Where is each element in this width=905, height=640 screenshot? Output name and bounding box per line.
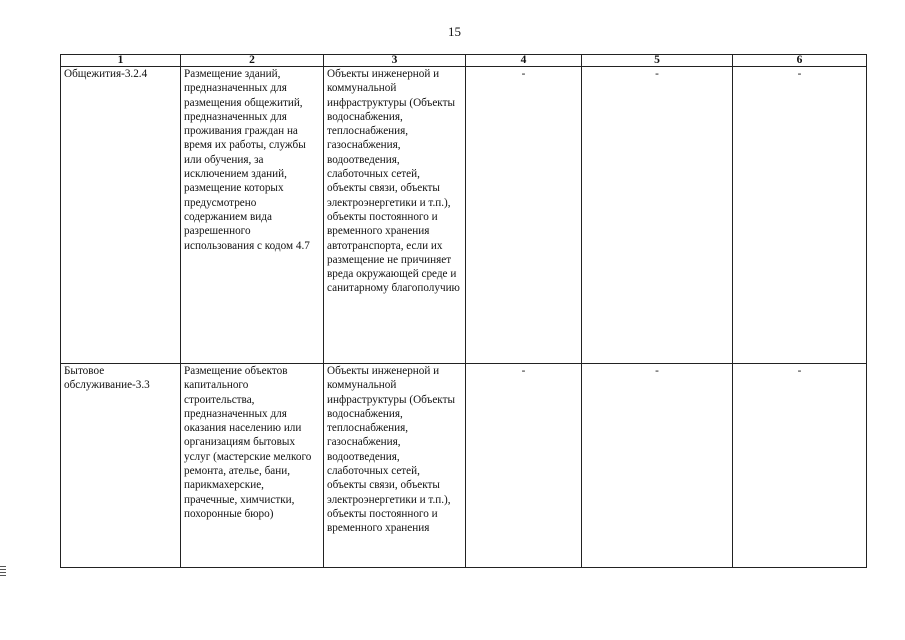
scan-margin-mark (0, 566, 6, 576)
column-5-cell: - (582, 67, 733, 364)
table-header-row (61, 55, 867, 67)
page-number: 15 (448, 24, 461, 39)
column-header-4: 4 (466, 55, 582, 67)
table-row (61, 364, 867, 568)
column-header-6: 6 (733, 55, 867, 67)
column-6-cell: - (733, 364, 867, 568)
column-header-1: 1 (61, 55, 181, 67)
description-cell: Размещение объектов капитального строительства, предназначенных для оказания населению или организациям бытовых услуг (мастерские мелкого ремонта, ателье, бани, парикмахерские, прачечные, химчистки, похоронные бюро) (181, 364, 324, 568)
column-header-2: 2 (181, 55, 324, 67)
column-5-cell: - (582, 364, 733, 568)
column-6-cell: - (733, 67, 867, 364)
land-use-type-cell: Бытовое обслуживание-3.3 (61, 364, 181, 568)
column-4-cell: - (466, 67, 582, 364)
column-4-cell: - (466, 364, 582, 568)
table-row (61, 67, 867, 364)
description-cell: Размещение зданий, предназначенных для размещения общежитий, предназначенных для проживания граждан на время их работы, службы или обучения, за исключением зданий, размещение которых предусмотрено содержанием вида разрешенного использования с кодом 4.7 (181, 67, 324, 364)
land-use-type-cell: Общежития-3.2.4 (61, 67, 181, 364)
auxiliary-objects-cell: Объекты инженерной и коммунальной инфраструктуры (Объекты водоснабжения, теплоснабжения, газоснабжения, водоотведения, слаботочных сетей, объекты связи, объекты электроэнергетики и т.п.), объекты постоянного и временного хранения автотранспорта, если их размещение не причиняет вреда окружающей среде и санитарному благополучию (324, 67, 466, 364)
column-header-3: 3 (324, 55, 466, 67)
land-use-table (60, 54, 867, 568)
column-header-5: 5 (582, 55, 733, 67)
auxiliary-objects-cell: Объекты инженерной и коммунальной инфраструктуры (Объекты водоснабжения, теплоснабжения, газоснабжения, водоотведения, слаботочных сетей, объекты связи, объекты электроэнергетики и т.п.), объекты постоянного и временного хранения (324, 364, 466, 568)
